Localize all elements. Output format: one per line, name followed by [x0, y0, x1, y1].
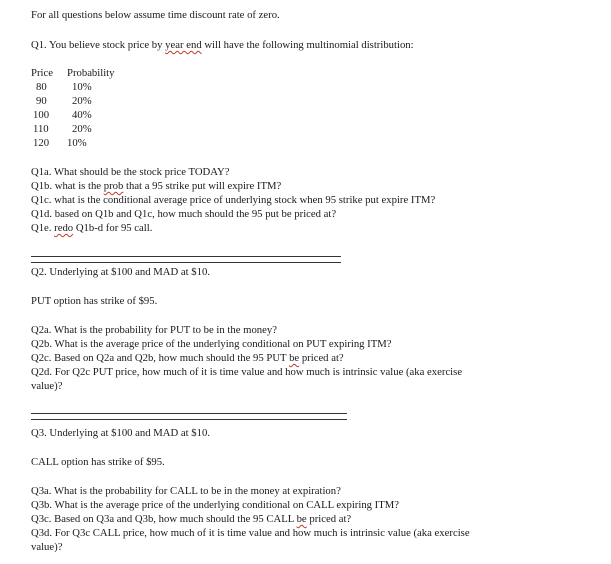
q3c-prefix: Q3c. Based on Q3a and Q3b, how much should the 95 CALL: [31, 513, 297, 525]
q1-spell-flag: year end: [165, 39, 202, 51]
q1e-spell-flag: redo: [54, 222, 74, 234]
q3c-spell-flag: be: [296, 513, 307, 525]
q2a-question: Q2a. What is the probability for PUT to be in the money?: [31, 324, 277, 336]
table-row-probability: 10%: [72, 81, 92, 93]
q3d-question: Q3d. For Q3c CALL price, how much of it is time value and how much is intrinsic value (aka exercise: [31, 527, 470, 539]
q2-strike: PUT option has strike of $95.: [31, 295, 158, 307]
table-header-probability: Probability: [67, 67, 115, 79]
q2c-spell-flag: be: [289, 352, 300, 364]
table-row-price: 100: [33, 109, 50, 121]
q1-question: [31, 39, 414, 52]
q2c-suffix: priced at?: [299, 352, 344, 364]
q1c-question: Q1c. what is the conditional average price of underlying stock when 95 strike put expire ITM?: [31, 194, 436, 206]
q2c-prefix: Q2c. Based on Q2a and Q2b, how much should the 95 PUT: [31, 352, 290, 364]
q2d-question-continued: value)?: [31, 380, 63, 392]
table-row-probability: 10%: [67, 137, 87, 149]
q1e-suffix: Q1b-d for 95 call.: [73, 222, 153, 234]
q1b-suffix: that a 95 strike put will expire ITM?: [123, 180, 282, 192]
q1a-question: Q1a. What should be the stock price TODAY?: [31, 166, 230, 178]
section-divider: [31, 256, 341, 263]
q3-title: Q3. Underlying at $100 and MAD at $10.: [31, 427, 210, 439]
q3-strike: CALL option has strike of $95.: [31, 456, 165, 468]
table-row-probability: 20%: [72, 123, 92, 135]
q1e-prefix: Q1e.: [31, 222, 55, 234]
table-row-price: 120: [33, 137, 50, 149]
q2d-question: Q2d. For Q2c PUT price, how much of it is time value and how much is intrinsic value (aka exercise: [31, 366, 463, 378]
table-row-probability: 20%: [72, 95, 92, 107]
table-row-price: 110: [33, 123, 49, 135]
table-row-price: 90: [36, 95, 47, 107]
table-header-price: Price: [31, 67, 53, 79]
table-row-probability: 40%: [72, 109, 92, 121]
q1e-question: [31, 222, 152, 235]
q2-title: Q2. Underlying at $100 and MAD at $10.: [31, 266, 210, 278]
q2c-question: [31, 352, 344, 365]
q3c-suffix: priced at?: [306, 513, 352, 525]
q3c-question: [31, 513, 351, 526]
table-row-price: 80: [36, 81, 47, 93]
q1-prefix: Q1. You believe stock price by: [31, 39, 166, 51]
section-divider: [31, 413, 347, 420]
q1d-question: Q1d. based on Q1b and Q1c, how much should the 95 put be priced at?: [31, 208, 337, 220]
q3a-question: Q3a. What is the probability for CALL to be in the money at expiration?: [31, 485, 341, 497]
q1-suffix: will have the following multinomial distribution:: [201, 39, 414, 51]
intro-text: For all questions below assume time discount rate of zero.: [31, 9, 280, 21]
q1b-prefix: Q1b. what is the: [31, 180, 104, 192]
q3b-question: Q3b. What is the average price of the underlying conditional on CALL expiring ITM?: [31, 499, 400, 511]
q1b-spell-flag: prob: [103, 180, 124, 192]
q1b-question: [31, 180, 281, 193]
q2b-question: Q2b. What is the average price of the underlying conditional on PUT expiring ITM?: [31, 338, 392, 350]
q3d-question-continued: value)?: [31, 541, 63, 553]
